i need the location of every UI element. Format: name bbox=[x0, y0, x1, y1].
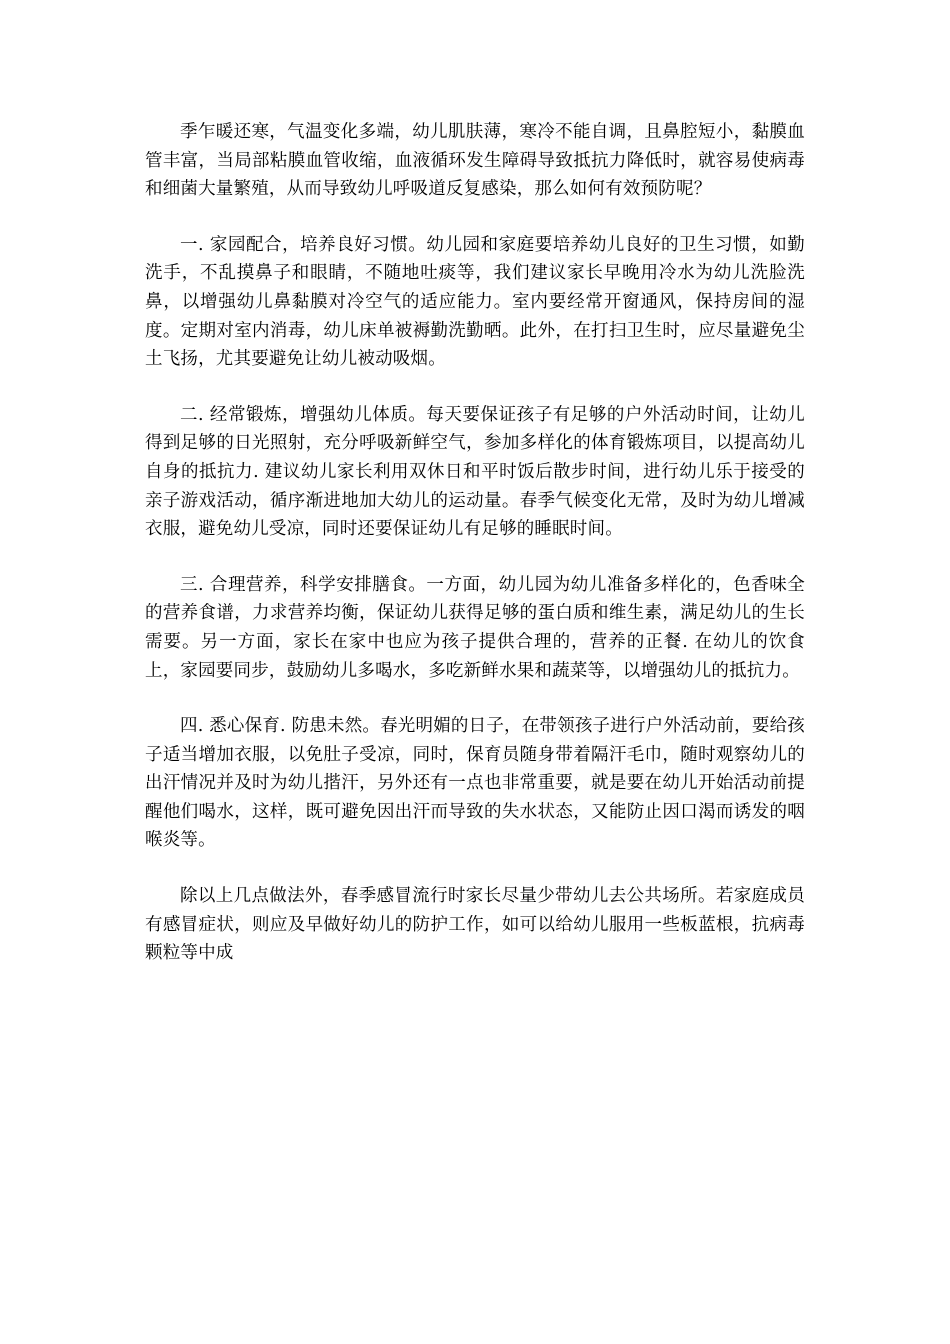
section-three-paragraph: 三. 合理营养，科学安排膳食。一方面，幼儿园为幼儿准备多样化的，色香味全的营养食谱，力求营养均衡，保证幼儿获得足够的蛋白质和维生素，满足幼儿的生长需要。另一方面，家长在家中也应为孩子提供合理的，营养的正餐. 在幼儿的饮食上，家园要同步，鼓励幼儿多喝水，多吃新鲜水果和蔬菜等，以增强幼儿的抵抗力。 bbox=[145, 574, 805, 681]
section-four-paragraph: 四. 悉心保育. 防患未然。春光明媚的日子，在带领孩子进行户外活动前，要给孩子适当增加衣服，以免肚子受凉，同时，保育员随身带着隔汗毛巾，随时观察幼儿的出汗情况并及时为幼儿揩汗，另外还有一点也非常重要，就是要在幼儿开始活动前提醒他们喝水，这样，既可避免因出汗而导致的失水状态，又能防止因口渴而诱发的咽喉炎等。 bbox=[145, 716, 805, 851]
intro-paragraph: 季乍暖还寒，气温变化多端，幼儿肌肤薄，寒冷不能自调，且鼻腔短小，黏膜血管丰富，当局部粘膜血管收缩，血液循环发生障碍导致抵抗力降低时，就容易使病毒和细菌大量繁殖，从而导致幼儿呼吸道反复感染，那么如何有效预防呢？ bbox=[145, 122, 805, 200]
section-two-paragraph: 二. 经常锻炼，增强幼儿体质。每天要保证孩子有足够的户外活动时间，让幼儿得到足够的日光照射，充分呼吸新鲜空气，参加多样化的体育锻炼项目，以提高幼儿自身的抵抗力. 建议幼儿家长利用双休日和平时饭后散步时间，进行幼儿乐于接受的亲子游戏活动，循序渐进地加大幼儿的运动量。春季气候变化无常，及时为幼儿增减衣服，避免幼儿受凉，同时还要保证幼儿有足够的睡眠时间。 bbox=[145, 404, 805, 540]
section-one-paragraph: 一. 家园配合，培养良好习惯。幼儿园和家庭要培养幼儿良好的卫生习惯，如勤洗手，不乱摸鼻子和眼睛，不随地吐痰等，我们建议家长早晚用冷水为幼儿洗脸洗鼻，以增强幼儿鼻黏膜对冷空气的适应能力。室内要经常开窗通风，保持房间的湿度。定期对室内消毒，幼儿床单被褥勤洗勤晒。此外，在打扫卫生时，应尽量避免尘土飞扬，尤其要避免让幼儿被动吸烟。 bbox=[145, 234, 805, 370]
document-page bbox=[145, 118, 805, 995]
closing-paragraph: 除以上几点做法外，春季感冒流行时家长尽量少带幼儿去公共场所。若家庭成员有感冒症状，则应及早做好幼儿的防护工作，如可以给幼儿服用一些板蓝根，抗病毒颗粒等中成 bbox=[145, 886, 805, 964]
